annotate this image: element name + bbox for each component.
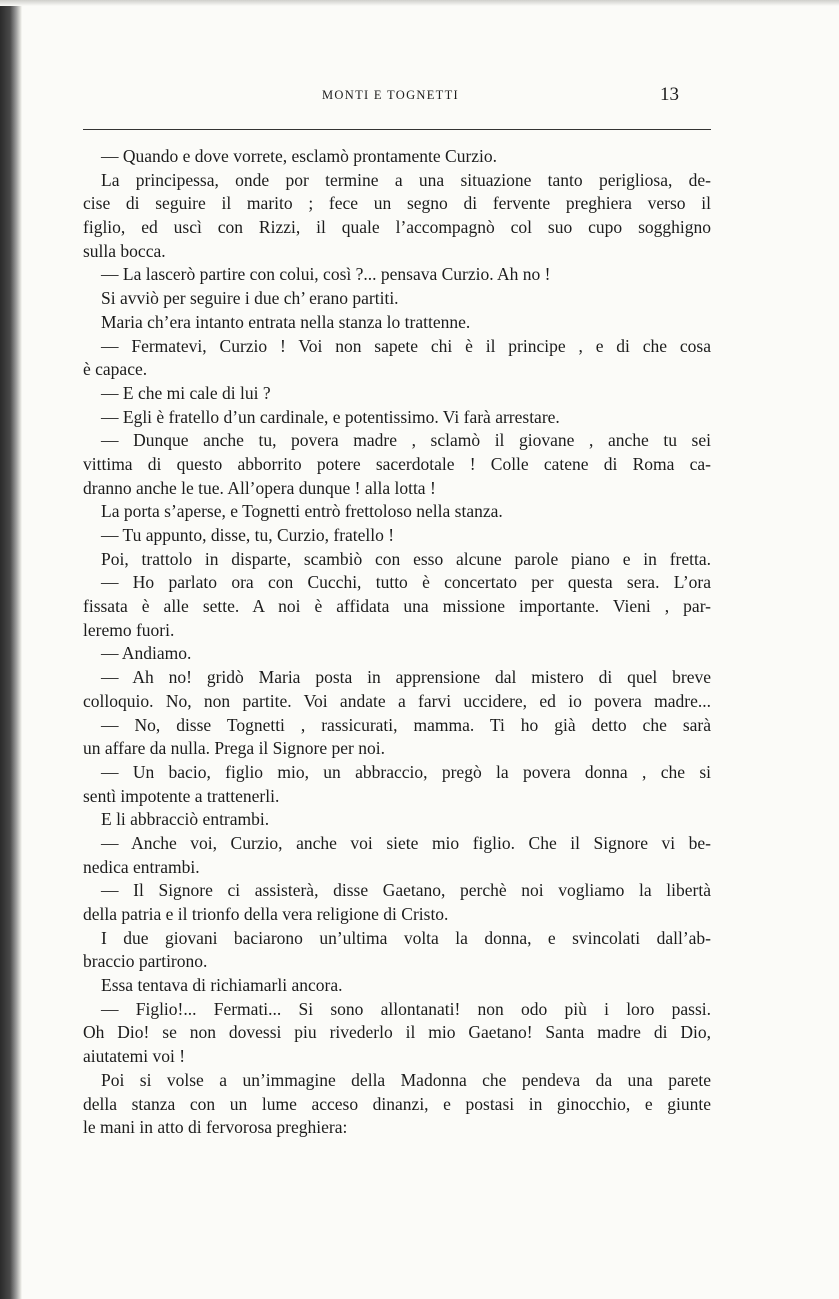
text-line: — Anche voi, Curzio, anche voi siete mio figlio. Che il Signore vi be- bbox=[101, 832, 711, 853]
text-line: — No, disse Tognetti , rassicurati, mamma. Ti ho già detto che sarà bbox=[101, 714, 711, 735]
text-line: le mani in atto di fervorosa preghiera: bbox=[83, 1117, 348, 1138]
text-line: sentì impotente a trattenerli. bbox=[83, 785, 280, 806]
text-line: cise di seguire il marito ; fece un segno di fervente preghiera verso il bbox=[83, 193, 711, 214]
text-line: leremo fuori. bbox=[83, 619, 175, 640]
text-line: colloquio. No, non partite. Voi andate a farvi uccidere, ed io povera madre... bbox=[83, 690, 711, 711]
text-line: — Dunque anche tu, povera madre , sclamò il giovane , anche tu sei bbox=[101, 430, 711, 451]
text-line: La principessa, onde por termine a una situazione tanto perigliosa, de- bbox=[101, 169, 711, 190]
page-binding-edge bbox=[0, 0, 22, 1299]
text-line: — Il Signore ci assisterà, disse Gaetano, perchè noi vogliamo la libertà bbox=[101, 880, 711, 901]
text-line: — Andiamo. bbox=[101, 643, 192, 664]
text-line: nedica entrambi. bbox=[83, 856, 200, 877]
text-line: è capace. bbox=[83, 359, 148, 380]
text-line: I due giovani baciarono un’ultima volta la donna, e svincolati dall’ab- bbox=[101, 927, 711, 948]
text-line: — Fermatevi, Curzio ! Voi non sapete chi è il principe , e di che cosa bbox=[101, 335, 711, 356]
body-text bbox=[83, 145, 711, 1140]
text-line: — Ho parlato ora con Cucchi, tutto è concertato per questa sera. L’ora bbox=[101, 572, 711, 593]
text-line: braccio partirono. bbox=[83, 951, 208, 972]
text-line: Essa tentava di richiamarli ancora. bbox=[101, 975, 343, 996]
text-line: fissata è alle sette. A noi è affidata una missione importante. Vieni , par- bbox=[83, 596, 711, 617]
text-line: — Quando e dove vorrete, esclamò prontamente Curzio. bbox=[101, 146, 498, 166]
text-line: Si avviò per seguire i due ch’ erano partiti. bbox=[101, 288, 399, 309]
text-line: — Tu appunto, disse, tu, Curzio, fratello ! bbox=[101, 525, 395, 545]
text-line: La porta s’aperse, e Tognetti entrò frettoloso nella stanza. bbox=[101, 501, 503, 522]
text-line: Poi si volse a un’immagine della Madonna che pendeva da una parete bbox=[101, 1069, 711, 1090]
text-line: — Un bacio, figlio mio, un abbraccio, pregò la povera donna , che si bbox=[101, 761, 711, 782]
text-line: aiutatemi voi ! bbox=[83, 1046, 186, 1067]
text-line: della patria e il trionfo della vera religione di Cristo. bbox=[83, 904, 449, 924]
text-line: Maria ch’era intanto entrata nella stanza lo trattenne. bbox=[101, 311, 471, 332]
text-line: figlio, ed uscì con Rizzi, il quale l’accompagnò col suo cupo sogghigno bbox=[83, 217, 711, 238]
header-rule bbox=[83, 129, 711, 130]
text-line: un affare da nulla. Prega il Signore per noi. bbox=[83, 738, 385, 759]
text-line: — E che mi cale di lui ? bbox=[101, 382, 271, 403]
text-line: della stanza con un lume acceso dinanzi, e postasi in ginocchio, e giunte bbox=[83, 1093, 711, 1114]
running-head: MONTI E TOGNETTI bbox=[322, 88, 459, 102]
text-line: Oh Dio! se non dovessi piu rivederlo il mio Gaetano! Santa madre di Dio, bbox=[83, 1022, 711, 1043]
page-top-edge bbox=[0, 0, 839, 6]
text-line: sulla bocca. bbox=[83, 240, 166, 261]
text-line: — Figlio!... Fermati... Si sono allontanati! non odo più i loro passi. bbox=[101, 998, 711, 1019]
text-line: dranno anche le tue. All’opera dunque ! alla lotta ! bbox=[83, 477, 436, 498]
text-line: E li abbracciò entrambi. bbox=[101, 809, 270, 830]
text-line: — La lascerò partire con colui, così ?... pensava Curzio. Ah no ! bbox=[101, 264, 551, 285]
text-line: Poi, trattolo in disparte, scambiò con esso alcune parole piano e in fretta. bbox=[101, 548, 711, 569]
text-line: vittima di questo abborrito potere sacerdotale ! Colle catene di Roma ca- bbox=[83, 453, 711, 474]
text-line: — Egli è fratello d’un cardinale, e potentissimo. Vi farà arrestare. bbox=[101, 406, 560, 427]
text-line: — Ah no! gridò Maria posta in apprensione dal mistero di quel breve bbox=[101, 667, 711, 688]
page-number: 13 bbox=[660, 84, 679, 105]
